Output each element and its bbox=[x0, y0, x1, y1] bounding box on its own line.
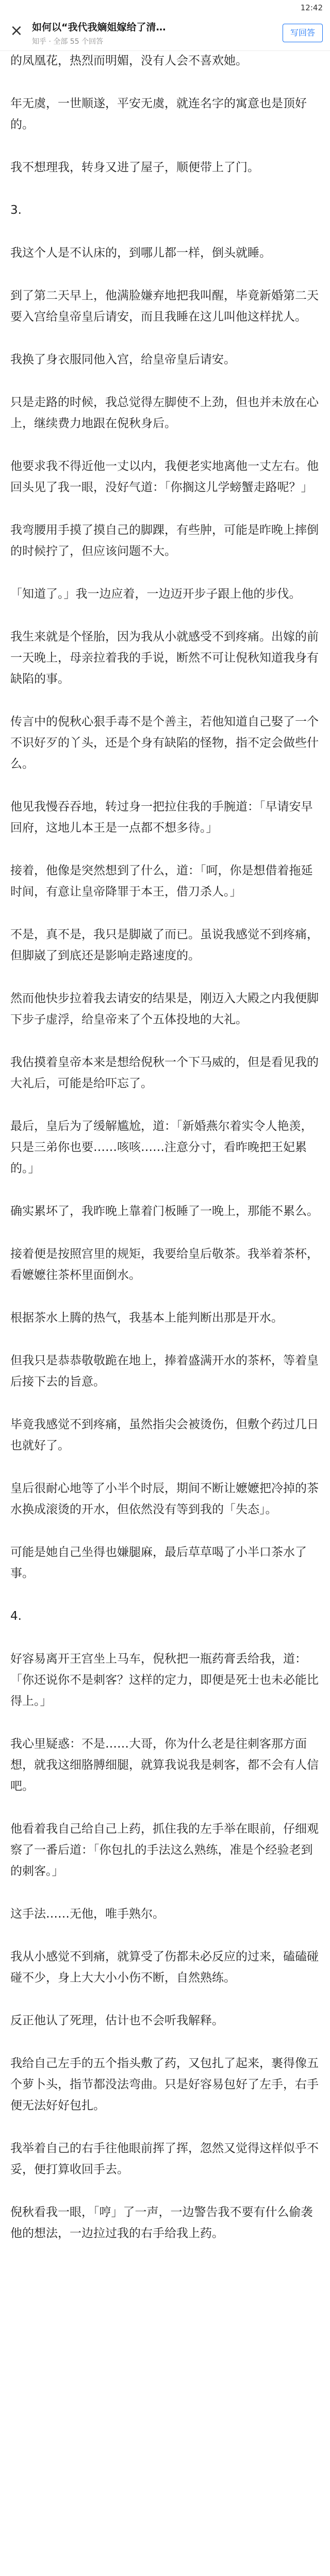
answer-paragraph: 倪秋看我一眼，「哼」了一声，一边警告我不要有什么偷袭他的想法，一边拉过我的右手给我上药。 bbox=[10, 2206, 313, 2240]
answer-paragraph: 可能是她自己坐得也嫌腿麻，最后草草喝了小半口茶水了事。 bbox=[10, 1546, 307, 1580]
answer-paragraph: 我这个人是不认床的，到哪儿都一样，倒头就睡。 bbox=[10, 246, 271, 260]
answer-paragraph: 我估摸着皇帝本来是想给倪秋一个下马威的，但是看见我的大礼后，可能是给吓忘了。 bbox=[10, 1056, 319, 1090]
answer-paragraph: 这手法……无他，唯手熟尔。 bbox=[10, 1907, 164, 1921]
close-icon[interactable]: × bbox=[10, 22, 23, 40]
answer-paragraph: 我举着自己的右手往他眼前挥了挥，忽然又觉得这样似乎不妥，便打算收回手去。 bbox=[10, 2142, 319, 2176]
answer-paragraph: 不是，真不是，我只是脚崴了而已。虽说我感觉不到疼痛，但脚崴了到底还是影响走路速度的。 bbox=[10, 928, 319, 962]
answer-paragraph: 我心里疑惑：不是……大哥，你为什么老是往刺客那方面想，就我这细胳膊细腿，就算我说我是刺客，都不会有人信吧。 bbox=[10, 1737, 319, 1793]
answer-paragraph: 然而他快步拉着我去请安的结果是，刚迈入大殿之内我便脚下步子虚浮，给皇帝来了个五体投地的大礼。 bbox=[10, 992, 319, 1026]
answer-paragraph: 根据茶水上腾的热气，我基本上能判断出那是开水。 bbox=[10, 1311, 283, 1325]
question-subtitle[interactable]: 知乎 · 全部 55 个回答 bbox=[32, 38, 104, 46]
answer-paragraph: 接着，他像是突然想到了什么，道：「呵，你是想借着拖延时间，有意让皇帝降罪于本王，借刀杀人。」 bbox=[10, 864, 313, 899]
answer-content bbox=[0, 50, 330, 2576]
answer-paragraph: 反正他认了死理，估计也不会听我解释。 bbox=[10, 2014, 224, 2027]
answer-paragraph: 他见我慢吞吞地，转过身一把拉住我的手腕道：「早请安早回府，这地儿本王是一点都不想多待。」 bbox=[10, 800, 313, 835]
section-number: 3. bbox=[10, 204, 22, 217]
answer-paragraph: 我换了身衣服同他入宫，给皇帝皇后请安。 bbox=[10, 353, 236, 366]
status-bar bbox=[0, 0, 330, 14]
answer-paragraph: 但我只是恭恭敬敬跪在地上，捧着盛满开水的茶杯，等着皇后接下去的旨意。 bbox=[10, 1354, 319, 1388]
answer-paragraph: 他看着我自己给自己上药，抓住我的左手举在眼前，仔细观察了一番后道：「你包扎的手法这么熟练，准是个经验老到的刺客。」 bbox=[10, 1822, 319, 1878]
answer-paragraph: 我弯腰用手摸了摸自己的脚踝，有些肿，可能是昨晚上摔倒的时候拧了，但应该问题不大。 bbox=[10, 523, 319, 558]
answer-paragraph: 只是走路的时候，我总觉得左脚使不上劲，但也并未放在心上，继续费力地跟在倪秋身后。 bbox=[10, 396, 319, 430]
answer-paragraph: 接着便是按照宫里的规矩，我要给皇后敬茶。我举着茶杯，看嬷嬷往茶杯里面倒水。 bbox=[10, 1247, 319, 1282]
answer-paragraph: 我生来就是个怪胎，因为我从小就感受不到疼痛。出嫁的前一天晚上，母亲拉着我的手说，断然不可让倪秋知道我身有缺陷的事。 bbox=[10, 630, 319, 686]
answer-paragraph: 年无虞，一世顺遂，平安无虞，就连名字的寓意也是顶好的。 bbox=[10, 97, 307, 131]
answer-paragraph: 毕竟我感觉不到疼痛，虽然指尖会被烫伤，但敷个药过几日也就好了。 bbox=[10, 1418, 319, 1452]
answer-paragraph: 我从小感觉不到痛，就算受了伤都未必反应的过来，磕磕碰碰不少，身上大大小小伤不断，自然熟练。 bbox=[10, 1950, 319, 1985]
answer-paragraph: 「知道了。」我一边应着，一边迈开步子跟上他的步伐。 bbox=[10, 587, 301, 601]
write-answer-button[interactable]: 写回答 bbox=[283, 24, 323, 42]
section-number: 4. bbox=[10, 1609, 22, 1623]
answer-paragraph: 的凤凰花，热烈而明媚，没有人会不喜欢她。 bbox=[10, 54, 248, 67]
question-header bbox=[0, 14, 330, 51]
answer-paragraph: 最后，皇后为了缓解尴尬，道：「新婚燕尔着实令人艳羡，只是三弟你也要……咳咳……注意分寸，看昨晚把王妃累的。」 bbox=[10, 1120, 313, 1175]
answer-paragraph: 到了第二天早上，他满脸嫌弃地把我叫醒，毕竟新婚第二天要入宫给皇帝皇后请安，而且我睡在这儿叫他这样扰人。 bbox=[10, 289, 319, 324]
question-title[interactable]: 如何以“我代我嫡姐嫁给了清… bbox=[32, 22, 166, 33]
answer-paragraph: 我给自己左手的五个指头敷了药，又包扎了起来，裹得像五个萝卜头，指节都没法弯曲。只是好容易包好了左手，右手便无法好好包扎。 bbox=[10, 2057, 319, 2112]
answer-paragraph: 他要求我不得近他一丈以内，我便老实地离他一丈左右。他回头见了我一眼，没好气道：「你搁这儿学螃蟹走路呢？」 bbox=[10, 460, 319, 494]
answer-paragraph: 皇后很耐心地等了小半个时辰，期间不断让嬷嬷把冷掉的茶水换成滚烫的开水，但依然没有等到我的「失态」。 bbox=[10, 1482, 319, 1516]
answer-paragraph: 确实累坏了，我昨晚上靠着门板睡了一晚上，那能不累么。 bbox=[10, 1205, 319, 1218]
answer-paragraph: 我不想理我，转身又进了屋子，顺便带上了门。 bbox=[10, 161, 259, 174]
status-time: 12:42 bbox=[300, 3, 323, 12]
answer-paragraph: 传言中的倪秋心狠手毒不是个善主，若他知道自己娶了一个不识好歹的丫头，还是个身有缺陷的怪物，指不定会做些什么。 bbox=[10, 715, 319, 771]
answer-paragraph: 好容易离开王宫坐上马车，倪秋把一瓶药膏丢给我，道：「你还说你不是刺客？这样的定力，即便是死士也未必能比得上。」 bbox=[10, 1652, 319, 1708]
